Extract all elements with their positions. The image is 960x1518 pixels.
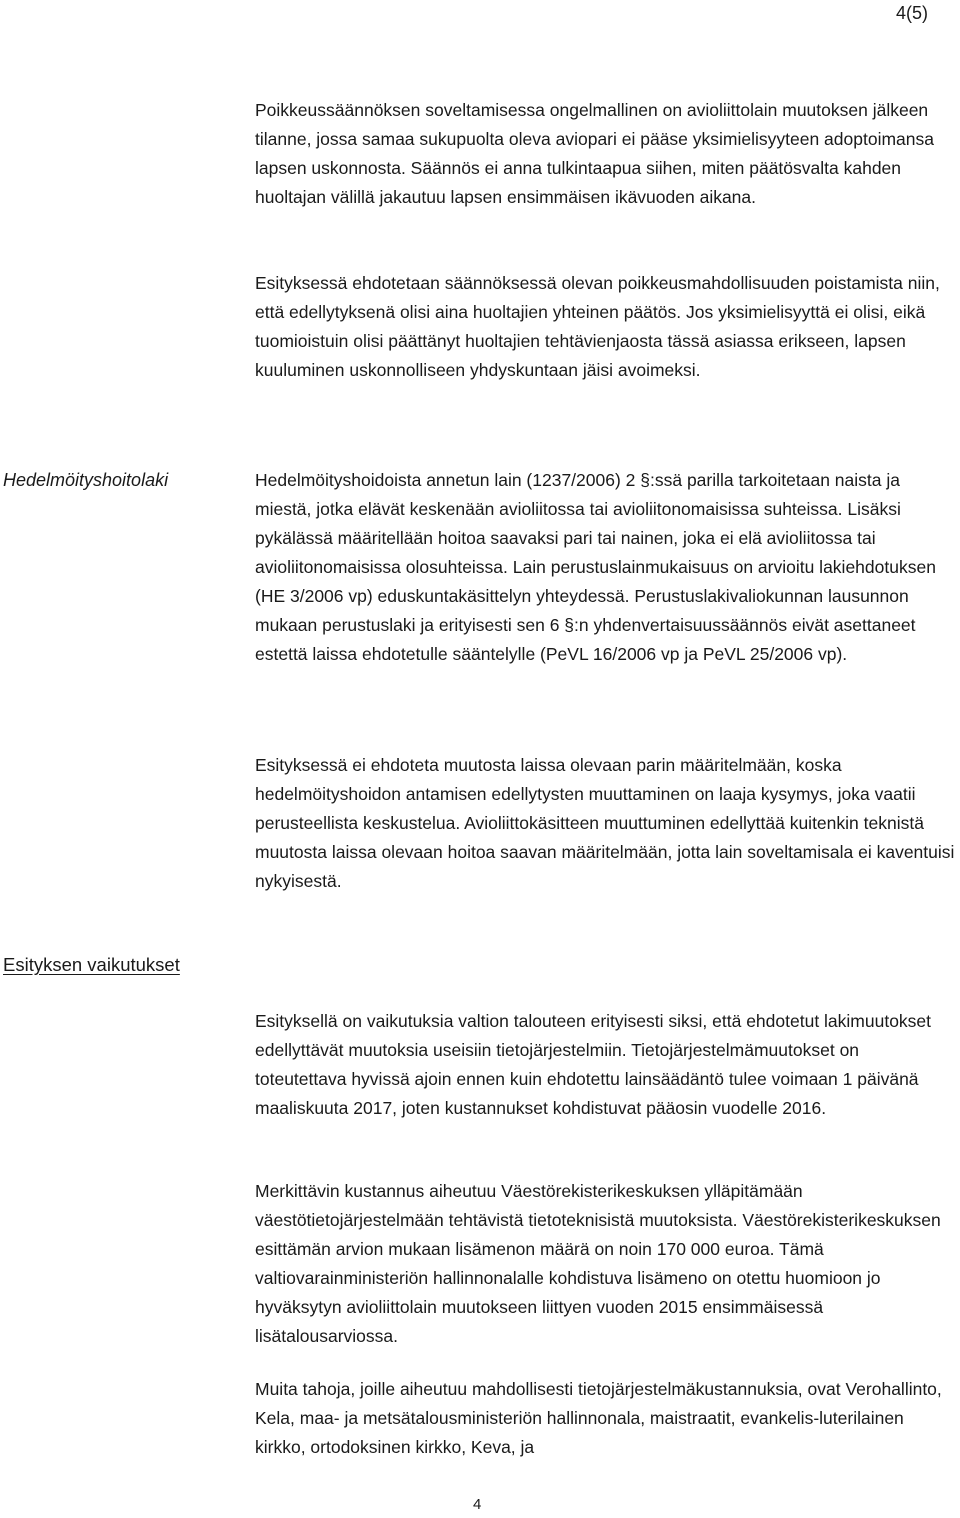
paragraph-parin-maaritelma: Esityksessä ei ehdoteta muutosta laissa olevaan parin määritelmään, koska hedelmöityshoidon antamisen edellytysten muuttaminen on laaja kysymys, joka vaatii perusteellista keskustelua. Avioliittokäsitteen muuttuminen edellyttää kuitenkin teknistä muutosta laissa olevaan hoitoa saavan määritelmään, jotta lain soveltamisala ei kaventuisi nykyisestä.	[255, 755, 955, 891]
paragraph-poikkeussaannos: Poikkeussäännöksen soveltamisessa ongelmallinen on avioliittolain muutoksen jälkeen tilanne, jossa samaa sukupuolta oleva aviopari ei pääse yksimielisyyteen adoptoimansa lapsen uskonnosta. Säännös ei anna tulkintaapua siihen, miten päätösvalta kahden huoltajan välillä jakautuu lapsen ensimmäisen ikävuoden aikana.	[255, 100, 934, 207]
section-heading-esityksen-vaikutukset: Esityksen vaikutukset	[3, 954, 180, 975]
side-label-hedelmoityshoitolaki: Hedelmöityshoitolaki	[3, 470, 169, 490]
page-counter: 4(5)	[895, 3, 928, 23]
paragraph-hedelmoityshoitolaki: Hedelmöityshoidoista annetun lain (1237/2006) 2 §:ssä parilla tarkoitetaan naista ja miestä, jotka elävät keskenään avioliitossa tai avioliitonomaisissa suhteissa. Lisäksi pykälässä määritellään hoitoa saavaksi pari tai nainen, joka ei elä avioliitossa tai avioliitonomaisissa olosuhteissa. Lain perustuslainmukaisuus on arvioitu lakiehdotuksen (HE 3/2006 vp) eduskuntakäsittelyn yhteydessä. Perustuslakivaliokunnan lausunnon mukaan perustuslaki ja erityisesti sen 6 §:n yhdenvertaisuussäännös eivät asettaneet estettä laissa ehdotetulle sääntelylle (PeVL 16/2006 vp ja PeVL 25/2006 vp).	[255, 470, 936, 664]
paragraph-valtion-talous: Esityksellä on vaikutuksia valtion talouteen erityisesti siksi, että ehdotetut lakimuutokset edellyttävät muutoksia useisiin tietojärjestelmiin. Tietojärjestelmämuutokset on toteutettava hyvissä ajoin ennen kuin ehdotettu lainsäädäntö tulee voimaan 1 päivänä maaliskuuta 2017, joten kustannukset kohdistuvat pääosin vuodelle 2016.	[255, 1011, 932, 1118]
page-number: 4	[473, 1496, 482, 1513]
paragraph-kustannus: Merkittävin kustannus aiheutuu Väestörekisterikeskuksen ylläpitämään väestötietojärjestelmään tehtävistä tietoteknisistä muutoksista. Väestörekisterikeskuksen esittämän arvion mukaan lisämenon määrä on noin 170 000 euroa. Tämä valtiovarainministeriön hallinnonalalle kohdistuva lisämeno on otettu huomioon jo hyväksytyn avioliittolain muutokseen liittyen vuoden 2015 ensimmäisessä lisätalousarviossa.	[255, 1181, 941, 1346]
paragraph-esitys-poistaminen: Esityksessä ehdotetaan säännöksessä olevan poikkeusmahdollisuuden poistamista niin, että edellytyksenä olisi aina huoltajien yhteinen päätös. Jos yksimielisyyttä ei olisi, eikä tuomioistuin olisi päättänyt huoltajien tehtävienjaosta tässä asiassa erikseen, lapsen kuuluminen uskonnolliseen yhdyskuntaan jäisi avoimeksi.	[255, 273, 940, 380]
paragraph-muut-tahot: Muita tahoja, joille aiheutuu mahdollisesti tietojärjestelmäkustannuksia, ovat Verohallinto, Kela, maa- ja metsätalousministeriön hallinnonala, maistraatit, evankelis-luterilainen kirkko, ortodoksinen kirkko, Keva, ja	[255, 1379, 942, 1457]
